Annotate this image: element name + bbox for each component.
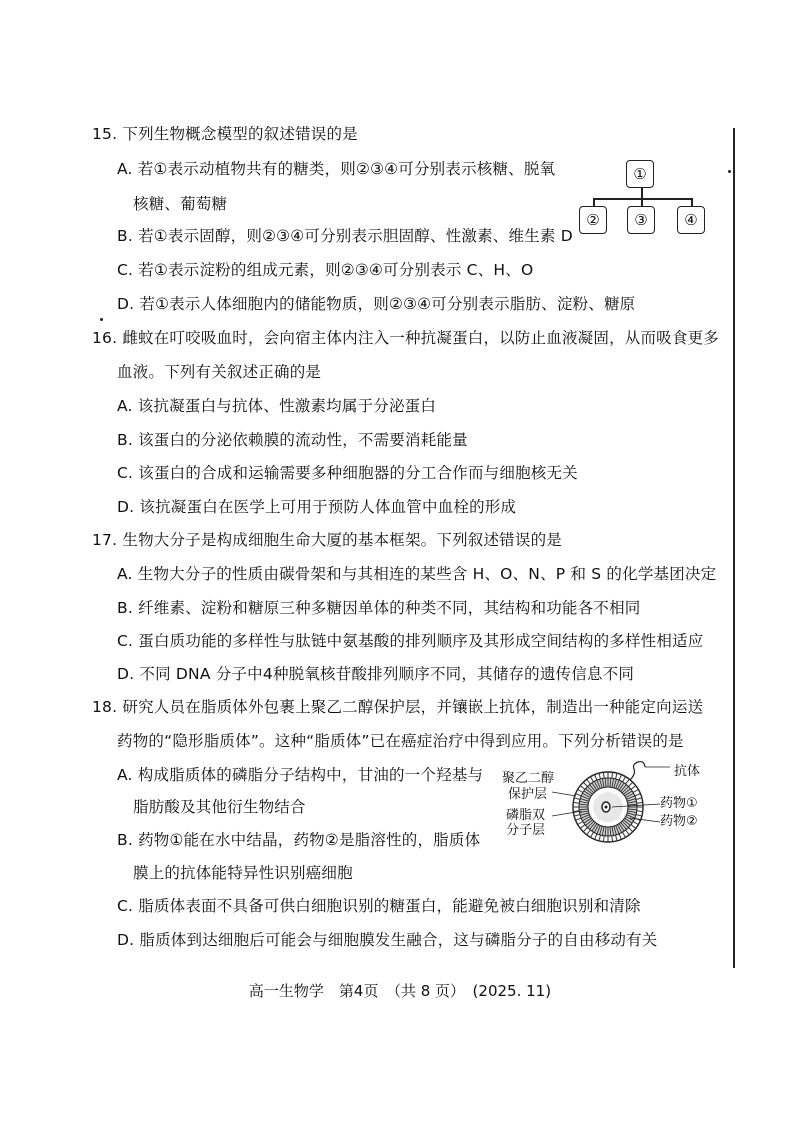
label-antibody: 抗体 xyxy=(674,764,701,779)
q15-option-a-cont: 核糖、葡萄糖 xyxy=(133,195,228,213)
q18-option-d: D. 脂质体到达细胞后可能会与细胞膜发生融合，这与磷脂分子的自由移动有关 xyxy=(117,931,658,949)
q15-option-c: C. 若①表示淀粉的组成元素，则②③④可分别表示 C、H、O xyxy=(117,261,534,279)
page-footer: 高一生物学 第4页 （共 8 页） (2025. 11) xyxy=(248,982,552,1000)
q16-option-b: B. 该蛋白的分泌依赖膜的流动性，不需要消耗能量 xyxy=(117,431,468,449)
q15-option-d: D. 若①表示人体细胞内的储能物质，则②③④可分别表示脂肪、淀粉、糖原 xyxy=(117,295,636,313)
label-peg: 聚乙二醇 xyxy=(502,771,555,786)
liposome-sphere xyxy=(573,772,643,842)
leader-drug-2 xyxy=(630,818,660,822)
leader-peg xyxy=(552,792,576,796)
q16-option-c: C. 该蛋白的合成和运输需要多种细胞器的分工合作而与细胞核无关 xyxy=(117,464,578,482)
q18-option-a-cont: 脂肪酸及其他衍生物结合 xyxy=(133,798,306,816)
label-peg-2: 保护层 xyxy=(508,787,548,802)
q18-stem: 18. 研究人员在脂质体外包裹上聚乙二醇保护层，并镶嵌上抗体，制造出一种能定向运送 xyxy=(92,698,704,716)
stray-dot xyxy=(100,318,103,321)
liposome-drawing xyxy=(500,752,670,852)
q18-option-b-cont: 膜上的抗体能特异性识别癌细胞 xyxy=(133,864,353,882)
q18-option-b: B. 药物①能在水中结晶，药物②是脂溶性的，脂质体 xyxy=(117,831,481,849)
concept-box-top: ① xyxy=(626,160,654,188)
margin-dot xyxy=(728,170,731,173)
q17-stem: 17. 生物大分子是构成细胞生命大厦的基本框架。下列叙述错误的是 xyxy=(92,531,562,549)
q17-option-d: D. 不同 DNA 分子中4种脱氧核苷酸排列顺序不同，其储存的遗传信息不同 xyxy=(117,665,635,683)
label-drug-1: 药物① xyxy=(660,796,698,811)
q18-option-c: C. 脂质体表面不具备可供白细胞识别的糖蛋白，能避免被白细胞识别和清除 xyxy=(117,897,641,915)
q16-option-a: A. 该抗凝蛋白与抗体、性激素均属于分泌蛋白 xyxy=(117,397,437,415)
connector xyxy=(593,198,693,200)
q15-stem: 15. 下列生物概念模型的叙述错误的是 xyxy=(92,125,358,143)
q16-stem-cont: 血液。下列有关叙述正确的是 xyxy=(117,363,322,381)
q16-option-d: D. 该抗凝蛋白在医学上可用于预防人体血管中血栓的形成 xyxy=(117,498,517,516)
margin-rule xyxy=(733,128,735,968)
q15-option-b: B. 若①表示固醇，则②③④可分别表示胆固醇、性激素、维生素 D xyxy=(117,227,573,245)
q17-option-a: A. 生物大分子的性质由碳骨架和与其相连的某些含 H、O、N、P 和 S 的化学基团决定 xyxy=(117,565,717,583)
concept-box-child: ③ xyxy=(627,206,655,234)
q17-option-c: C. 蛋白质功能的多样性与肽链中氨基酸的排列顺序及其形成空间结构的多样性相适应 xyxy=(117,632,704,650)
antibody-stem xyxy=(630,762,645,780)
q18-option-a: A. 构成脂质体的磷脂分子结构中，甘油的一个羟基与 xyxy=(117,766,484,784)
q16-stem: 16. 雌蚊在叮咬吸血时，会向宿主体内注入一种抗凝蛋白，以防止血液凝固，从而吸食更多 xyxy=(92,329,719,347)
label-drug-2: 药物② xyxy=(660,814,698,829)
q15-option-a: A. 若①表示动植物共有的糖类，则②③④可分别表示核糖、脱氧 xyxy=(117,160,556,178)
concept-box-child: ④ xyxy=(677,206,705,234)
q18-stem-cont: 药物的“隐形脂质体”。这种“脂质体”已在癌症治疗中得到应用。下列分析错误的是 xyxy=(117,732,684,750)
label-bilayer-2: 分子层 xyxy=(506,823,546,838)
label-bilayer: 磷脂双 xyxy=(506,808,546,823)
q17-option-b: B. 纤维素、淀粉和糖原三种多糖因单体的种类不同，其结构和功能各不相同 xyxy=(117,599,641,617)
concept-box-child: ② xyxy=(579,206,607,234)
